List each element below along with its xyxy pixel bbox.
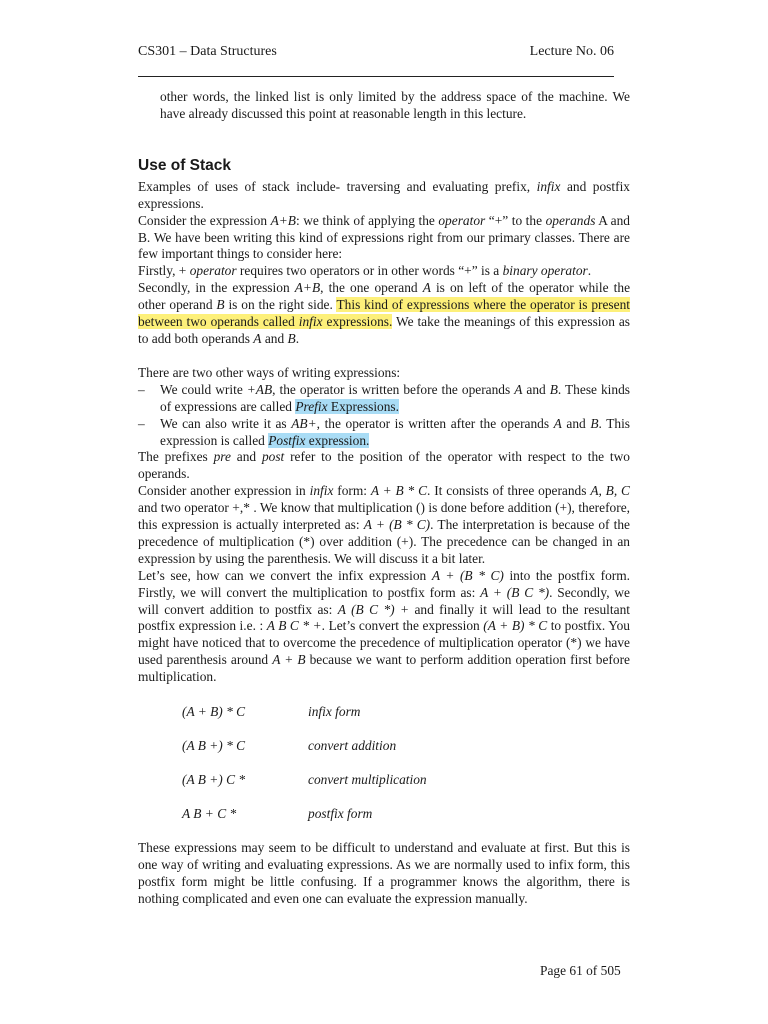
paragraph-firstly: Firstly, + operator requires two operators or in other words “+” is a binary operator.: [138, 263, 592, 279]
header-divider: [138, 76, 614, 77]
spacer: [138, 348, 630, 365]
paragraph-another-expression: Consider another expression in infix form: A + B * C. It consists of three operands A, B, C and two operator +,* . We know that multiplication () is done before addition (+), therefore, this expression is actually interpreted as: A + (B * C). The interpretation is because of the precedence of multiplication (*) over addition (+). The precedence can be changed in an expression by using the parenthesis. We will discuss it a bit later.: [138, 483, 630, 566]
conversion-step-row: [138, 772, 630, 806]
course-title: CS301 – Data Structures: [138, 44, 277, 59]
yellow-highlight: This kind of expressions where the operator is present between two operands called infix expressions.: [138, 297, 631, 330]
blue-highlight: Prefix Expressions.: [295, 398, 399, 414]
conversion-step-row: [138, 806, 630, 840]
step-expression: (A B +) C *: [182, 772, 246, 788]
step-expression: (A + B) * C: [182, 704, 246, 720]
step-expression: A B + C *: [182, 806, 237, 822]
page-body: [138, 89, 630, 908]
section-heading: Use of Stack: [138, 156, 232, 174]
paragraph-examples: Examples of uses of stack include- traversing and evaluating prefix, infix and postfix expressions.: [138, 178, 630, 211]
page-header: [138, 44, 614, 60]
paragraph-other-ways: There are two other ways of writing expressions:: [138, 364, 401, 380]
lecture-number: Lecture No. 06: [529, 44, 614, 59]
step-label: convert multiplication: [308, 772, 427, 788]
paragraph-secondly: Secondly, in the expression A+B, the one operand A is on left of the operator while the other operand B is on the right side. This kind of expressions where the operator is present between two operands called infix expressions. We take the meanings of this expression as to add both operands A and B.: [138, 280, 631, 346]
page-number: Page 61 of 505: [540, 963, 621, 978]
list-item-prefix: – We could write +AB, the operator is written before the operands A and B. These kinds of expressions are called Prefix Expressions.: [138, 381, 630, 414]
step-label: postfix form: [308, 806, 373, 822]
dash-bullet: –: [138, 381, 145, 397]
step-expression: (A B +) * C: [182, 738, 246, 754]
dash-bullet: –: [138, 415, 145, 431]
blue-highlight: Postfix expression.: [268, 432, 370, 448]
paragraph-conversion: Let’s see, how can we convert the infix expression A + (B * C) into the postfix form. Firstly, we will convert the multiplication to postfix form as: A + (B C *). Secondly, we will convert addition to postfix as: A (B C *) + and finally it will lead to the resultant postfix expression i.e. : A B C * +. Let’s convert the expression (A + B) * C to postfix. You might have noticed that to overcome the precedence of multiplication operator (*) we have used parenthesis around A + B because we want to perform addition operation first before multiplication.: [138, 567, 630, 685]
step-label: infix form: [308, 704, 361, 720]
conversion-step-row: [138, 704, 630, 738]
conversion-steps: [138, 704, 630, 840]
paragraph-prefixes: The prefixes pre and post refer to the position of the operator with respect to the two operands.: [138, 449, 630, 482]
paragraph-closing: These expressions may seem to be difficult to understand and evaluate at first. But this is one way of writing and evaluating expressions. As we are normally used to infix form, this postfix form might be little confusing. If a programmer knows the algorithm, there is nothing complicated and even one can evaluate the expression manually.: [138, 840, 630, 906]
conversion-step-row: [138, 738, 630, 772]
paragraph-consider: Consider the expression A+B: we think of applying the operator “+” to the operands A and B. We have been writing this kind of expressions right from our primary classes. There are few important things to consider here:: [138, 212, 630, 262]
step-label: convert addition: [308, 738, 397, 754]
list-item-postfix: – We can also write it as AB+, the operator is written after the operands A and B. This expression is called Postfix expression.: [138, 415, 631, 448]
intro-paragraph: other words, the linked list is only limited by the address space of the machine. We have already discussed this point at reasonable length in this lecture.: [160, 89, 630, 121]
